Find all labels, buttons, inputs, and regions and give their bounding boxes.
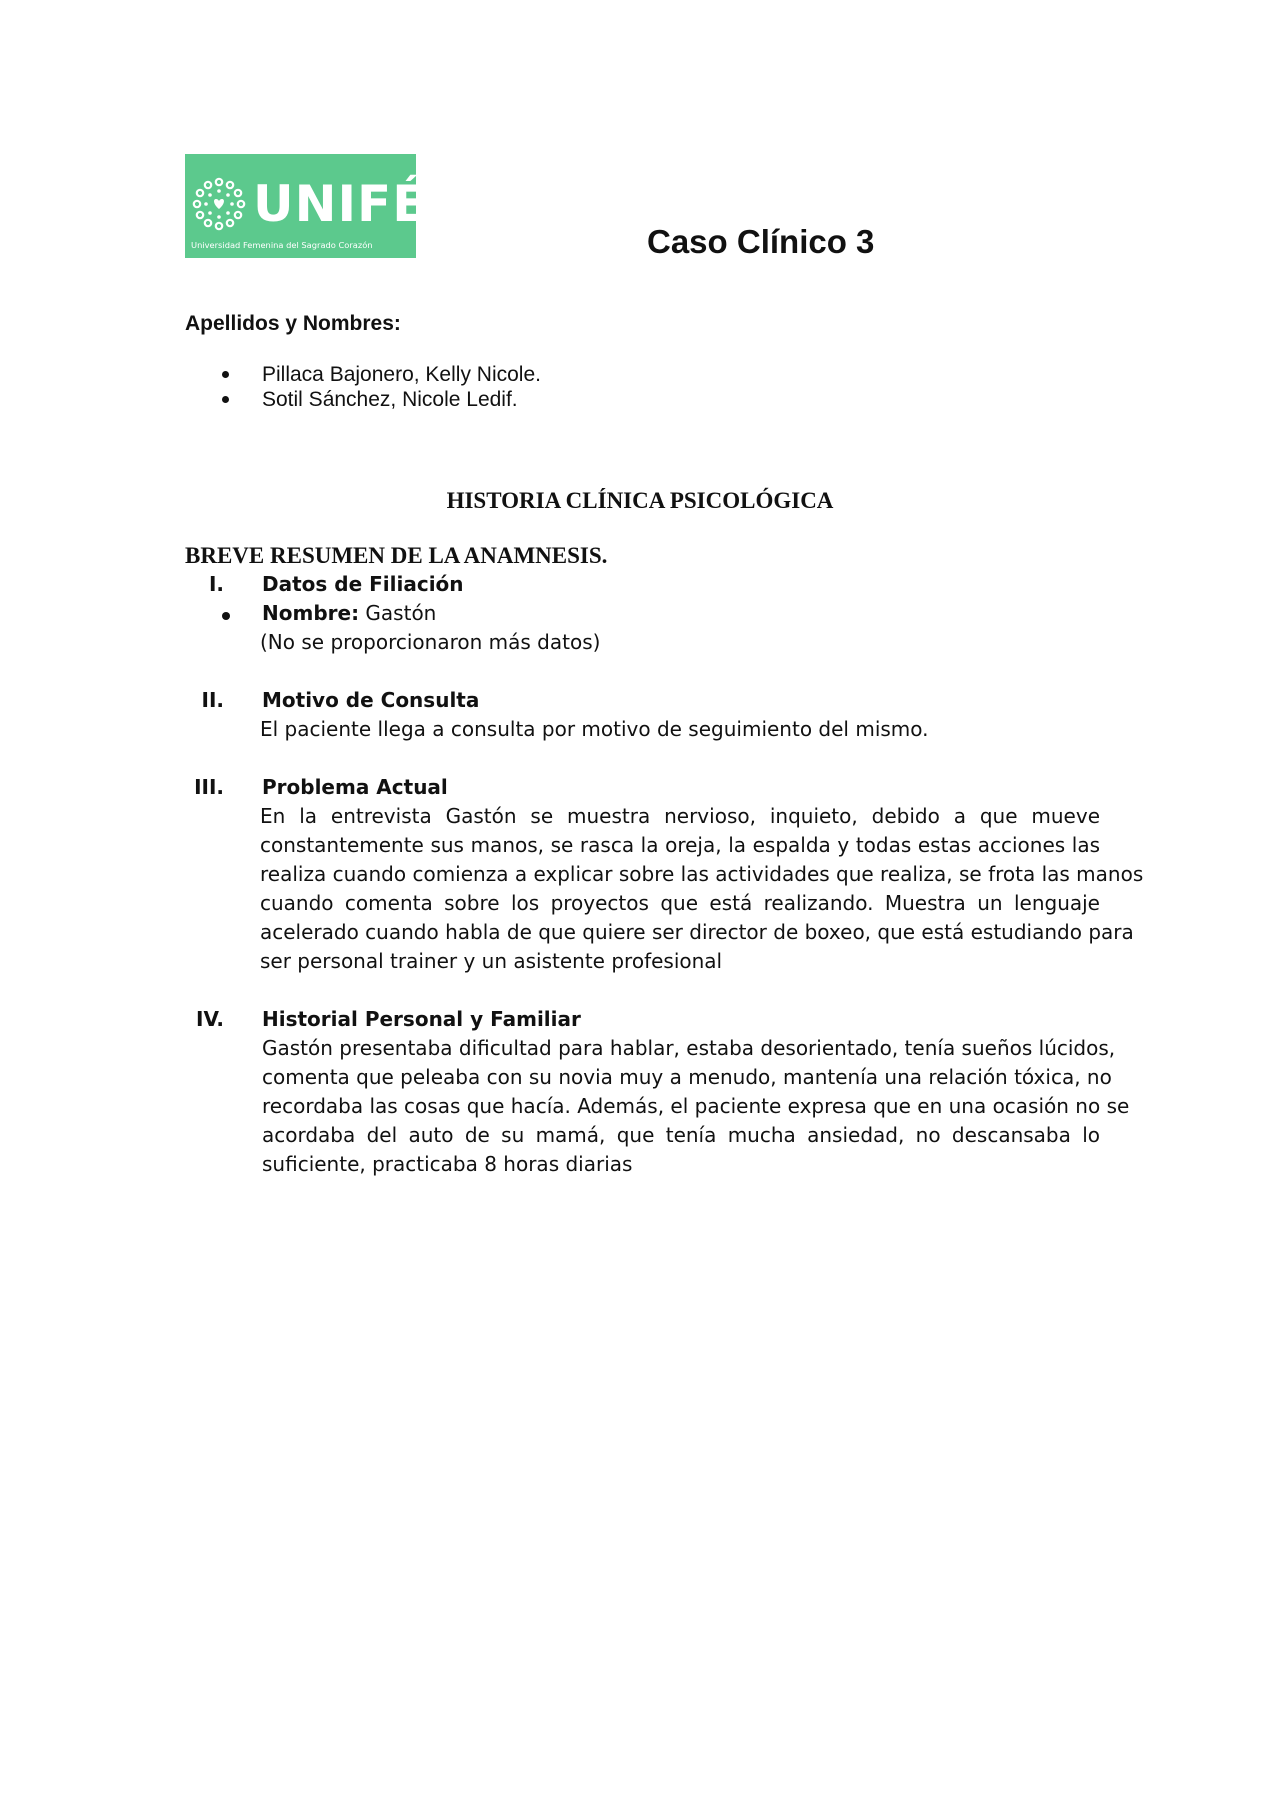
section-number: IV.: [196, 1007, 224, 1031]
paragraph-line: ser personal trainer y un asistente profesional: [260, 949, 723, 973]
section-number: I.: [208, 572, 224, 596]
paragraph-line: acordaba del auto de su mamá, que tenía mucha ansiedad, no descansaba lo: [262, 1123, 1100, 1147]
patient-name-line: [262, 599, 436, 628]
heart-flower-emblem-icon: [191, 176, 247, 232]
name-value: Gastón: [365, 601, 437, 625]
authors-list: [185, 362, 541, 412]
section-number: III.: [194, 775, 224, 799]
logo-wordmark: UNIFÉ: [253, 175, 428, 233]
list-item: [185, 387, 541, 412]
paragraph-line: suficiente, practicaba 8 horas diarias: [262, 1152, 633, 1176]
bullet-icon: [222, 396, 229, 403]
consultation-reason-text: El paciente llega a consulta por motivo de seguimiento del mismo.: [260, 717, 929, 741]
paragraph-line: En la entrevista Gastón se muestra nervioso, inquieto, debido a que mueve: [260, 804, 1100, 828]
summary-heading: BREVE RESUMEN DE LA ANAMNESIS.: [185, 543, 608, 568]
paragraph-line: recordaba las cosas que hacía. Además, el paciente expresa que en una ocasión no se: [262, 1094, 1130, 1118]
current-problem-paragraph: [260, 802, 1144, 976]
paragraph-line: constantemente sus manos, se rasca la oreja, la espalda y todas estas acciones las: [260, 833, 1100, 857]
name-label: Nombre:: [262, 601, 360, 625]
personal-history-paragraph: [262, 1034, 1130, 1179]
paragraph-line: cuando comenta sobre los proyectos que está realizando. Muestra un lenguaje: [260, 891, 1100, 915]
bullet-icon: [222, 612, 230, 620]
list-item: [185, 362, 541, 387]
section-number: II.: [201, 688, 224, 712]
section-title: Historial Personal y Familiar: [262, 1007, 581, 1031]
authors-label: Apellidos y Nombres:: [185, 312, 401, 335]
section-title: Datos de Filiación: [262, 572, 464, 596]
filiacion-note: (No se proporcionaron más datos): [260, 630, 601, 654]
paragraph-line: Gastón presentaba dificultad para hablar, estaba desorientado, tenía sueños lúcidos,: [262, 1036, 1116, 1060]
logo-subtitle: Universidad Femenina del Sagrado Corazón: [191, 240, 373, 250]
paragraph-line: comenta que peleaba con su novia muy a menudo, mantenía una relación tóxica, no: [262, 1065, 1112, 1089]
author-name: Pillaca Bajonero, Kelly Nicole.: [262, 363, 541, 386]
main-heading: HISTORIA CLÍNICA PSICOLÓGICA: [446, 488, 834, 513]
section-title: Problema Actual: [262, 775, 448, 799]
section-title: Motivo de Consulta: [262, 688, 480, 712]
author-name: Sotil Sánchez, Nicole Ledif.: [262, 388, 518, 411]
university-logo: [185, 154, 428, 258]
document-title: Caso Clínico 3: [647, 223, 875, 260]
paragraph-line: acelerado cuando habla de que quiere ser director de boxeo, que está estudiando para: [260, 920, 1134, 944]
bullet-icon: [222, 371, 229, 378]
paragraph-line: realiza cuando comienza a explicar sobre las actividades que realiza, se frota las manos: [260, 862, 1144, 886]
